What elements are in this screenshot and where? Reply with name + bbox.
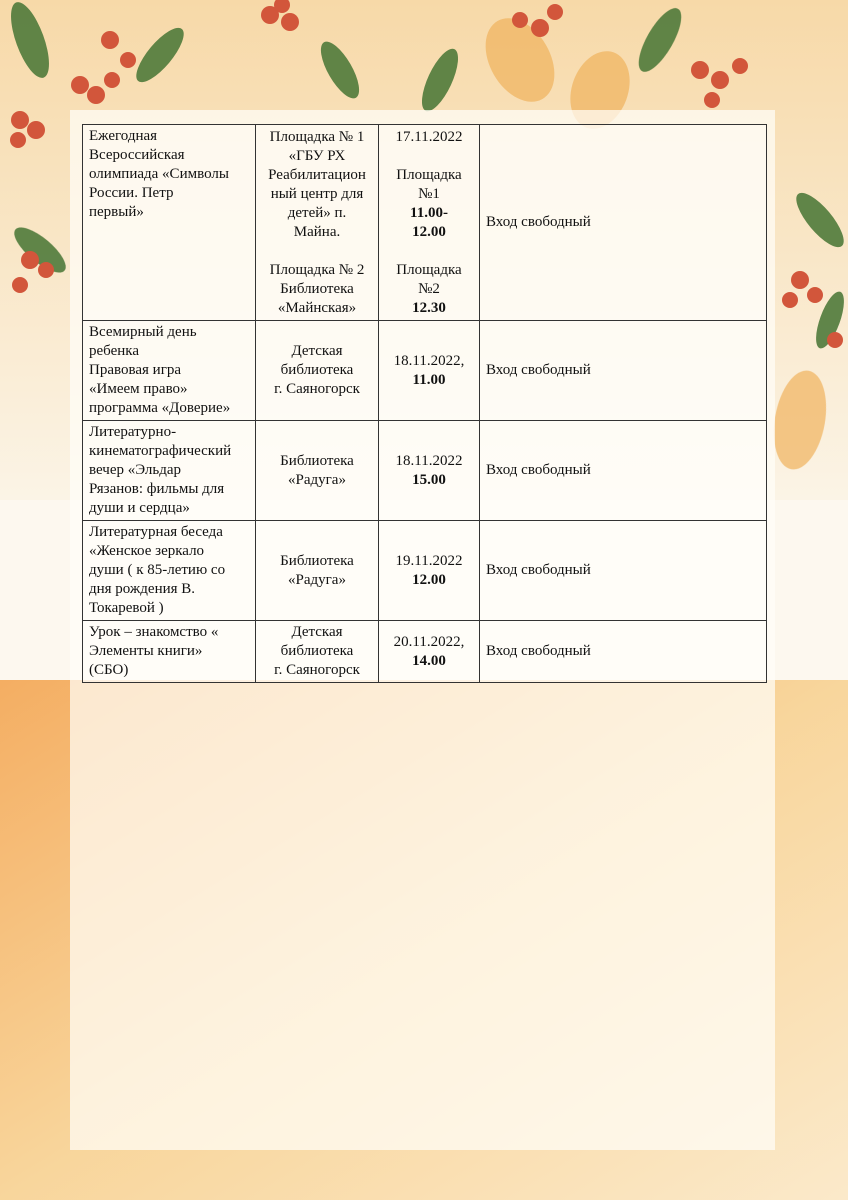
venue-cell	[256, 125, 379, 321]
event-date: 18.11.2022	[395, 452, 463, 469]
datetime-cell	[379, 421, 480, 521]
event-name: Ежегодная Всероссийская олимпиада «Символы России. Петр первый»	[89, 128, 229, 220]
entry-cell	[480, 621, 767, 683]
time-label-2: Площадка №2	[396, 261, 462, 297]
datetime-cell	[379, 621, 480, 683]
event-name-cell	[83, 621, 256, 683]
event-date: 20.11.2022,	[393, 633, 465, 650]
entry-condition: Вход свободный	[486, 362, 591, 378]
event-time: 12.00	[412, 571, 446, 588]
time-label-1: Площадка №1	[396, 166, 462, 202]
event-name-cell	[83, 321, 256, 421]
table-row	[83, 621, 767, 683]
event-date: 19.11.2022	[395, 552, 463, 569]
entry-cell	[480, 125, 767, 321]
event-name-cell	[83, 521, 256, 621]
venue-cell	[256, 621, 379, 683]
venue: Детская библиотека г. Саяногорск	[274, 624, 360, 678]
event-name-cell	[83, 125, 256, 321]
venue: Библиотека «Радуга»	[280, 452, 354, 488]
event-name-cell	[83, 421, 256, 521]
event-name: Литературная беседа «Женское зеркало души ( к 85-летию со дня рождения В. Токаревой )	[89, 524, 226, 616]
venue-cell	[256, 521, 379, 621]
event-time: 14.00	[412, 652, 446, 669]
venue: Библиотека «Радуга»	[280, 552, 354, 588]
event-name: Литературно- кинематографический вечер «Эльдар Рязанов: фильмы для души и сердца»	[89, 424, 232, 516]
venue-1: Площадка № 1 «ГБУ РХ Реабилитацион ный центр для детей» п. Майна.	[268, 128, 366, 240]
entry-condition: Вход свободный	[486, 643, 591, 659]
datetime-cell	[379, 321, 480, 421]
datetime-cell	[379, 125, 480, 321]
entry-cell	[480, 521, 767, 621]
event-time-2: 12.30	[412, 299, 446, 316]
event-date: 17.11.2022	[395, 128, 463, 145]
events-table	[82, 124, 767, 683]
table-row	[83, 521, 767, 621]
table-row	[83, 421, 767, 521]
event-time: 15.00	[412, 471, 446, 488]
event-date: 18.11.2022,	[393, 352, 465, 369]
event-time-1: 11.00- 12.00	[410, 204, 448, 240]
venue-cell	[256, 321, 379, 421]
datetime-cell	[379, 521, 480, 621]
entry-condition: Вход свободный	[486, 462, 591, 478]
event-time: 11.00	[412, 371, 446, 388]
entry-cell	[480, 421, 767, 521]
entry-condition: Вход свободный	[486, 214, 591, 230]
venue-cell	[256, 421, 379, 521]
venue-2: Площадка № 2 Библиотека «Майнская»	[269, 261, 365, 316]
entry-condition: Вход свободный	[486, 562, 591, 578]
event-name: Урок – знакомство « Элементы книги» (СБО)	[89, 624, 219, 678]
entry-cell	[480, 321, 767, 421]
table-row	[83, 321, 767, 421]
venue: Детская библиотека г. Саяногорск	[274, 343, 360, 397]
table-row	[83, 125, 767, 321]
event-name: Всемирный день ребенка Правовая игра «Имеем право» программа «Доверие»	[89, 324, 231, 416]
